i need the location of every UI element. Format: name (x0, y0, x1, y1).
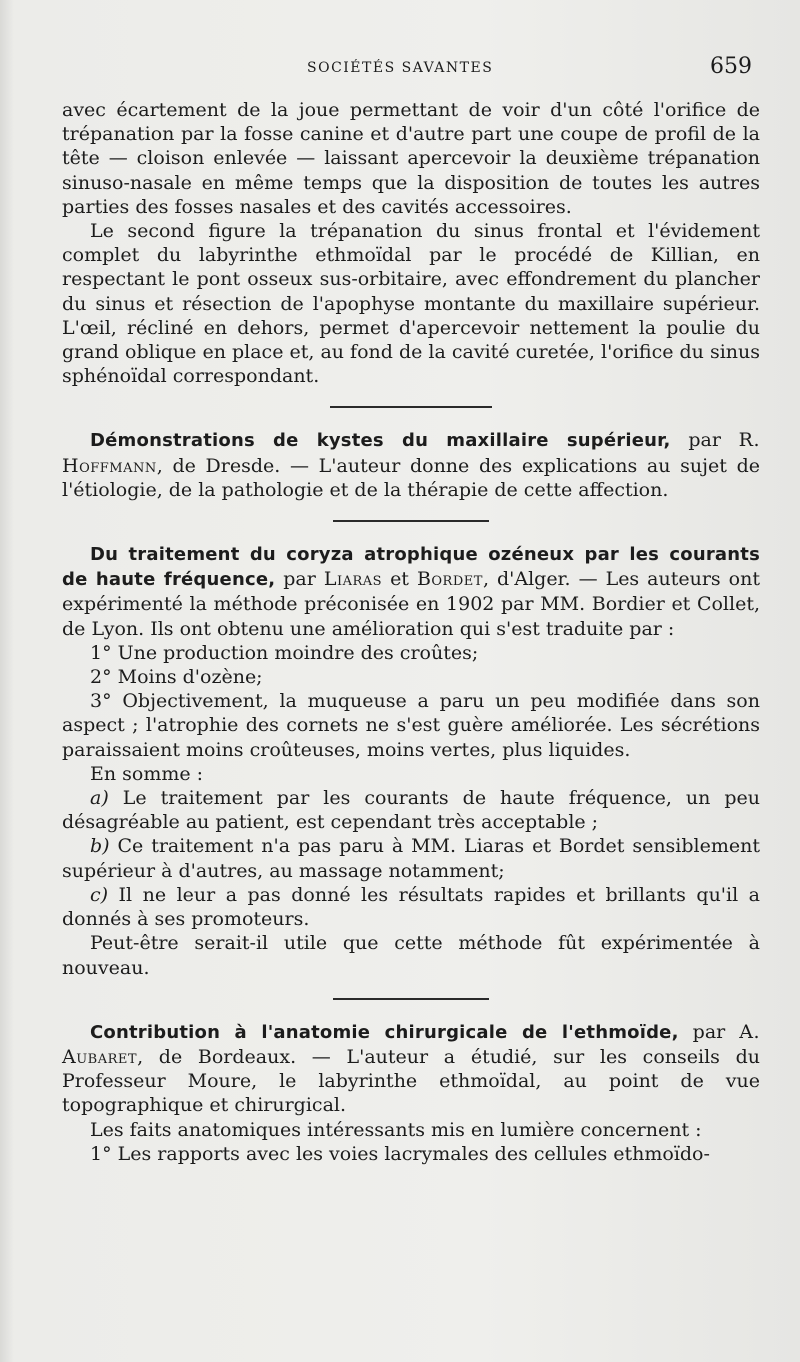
author-name: A. Aubaret (62, 1020, 761, 1068)
section-title: Démonstrations de kystes du maxillaire supérieur, (90, 430, 671, 452)
conclusion-point (62, 883, 760, 931)
author-name: R. Hoffmann (62, 429, 761, 477)
section-title: Du traitement du coryza atrophique ozéneux par les courants de haute fréquence, (62, 544, 760, 591)
point-letter: a) (90, 787, 109, 810)
list-item: 3° Objectivement, la muqueuse a paru un peu modifiée dans son aspect ; l'atrophie des cornets ne s'est guère améliorée. Les sécrétions paraissaient moins croûteuses, moins vertes, plus liquides. (62, 690, 760, 761)
point-letter: c) (90, 883, 109, 906)
closing-paragraph: Peut-être serait-il utile que cette méthode fût expérimentée à nouveau. (62, 932, 760, 979)
list-item: 1° Une production moindre des croûtes; (90, 641, 479, 664)
running-title: SOCIÉTÉS SAVANTES (307, 60, 494, 76)
page-body (62, 98, 760, 1166)
page-header (62, 54, 752, 84)
section-kystes (62, 428, 760, 502)
section-text: , d'Alger. — Les auteurs ont expérimenté la méthode préconisée en 1902 par MM. Bordier et Collet, de Lyon. Ils ont obtenu une amélioration qui s'est traduite par : (62, 568, 760, 640)
findings-paragraph: Les faits anatomiques intéressants mis en lumière concernent : (90, 1118, 702, 1141)
point-text: Le traitement par les courants de haute fréquence, un peu désagréable au patient, est cependant très acceptable ; (62, 787, 760, 834)
section-divider (333, 520, 489, 522)
conclusion-point (62, 834, 760, 882)
conclusion-point (62, 786, 760, 834)
section-divider (333, 998, 489, 1000)
point-text: Il ne leur a pas donné les résultats rapides et brillants qu'il a donnés à ses promoteurs. (62, 883, 760, 931)
list-item: 1° Les rapports avec les voies lacrymales des cellules ethmoïdo- (90, 1142, 710, 1165)
continuation-paragraph: avec écartement de la joue permettant de voir d'un côté l'orifice de trépanation par la fosse canine et d'autre part une coupe de profil de la tête — cloison enlevée — laissant apercevoir la deuxième trépanation sinuso-nasale en même temps que la disposition de toutes les autres parties des fosses nasales et des cavités accessoires. (62, 99, 760, 218)
summary-line: En somme : (90, 762, 204, 785)
second-figure-paragraph: Le second figure la trépanation du sinus frontal et l'évidement complet du labyrinthe ethmoïdal par le procédé de Killian, en respectant le pont osseux sus-orbitaire, avec effondrement du plancher du sinus et résection de l'apophyse montante du maxillaire supérieur. L'œil, récliné en dehors, permet d'apercevoir nettement la poulie du grand oblique en place et, au fond de la cavité curetée, l'orifice du sinus sphénoïdal correspondant. (62, 220, 760, 388)
page-number: 659 (710, 54, 752, 79)
by-word: par (275, 568, 324, 591)
section-ethmoide (62, 1020, 760, 1118)
by-word: par (678, 1020, 740, 1043)
author-name: Liaras (323, 568, 383, 591)
section-title: Contribution à l'anatomie chirurgicale de l'ethmoïde, (90, 1021, 679, 1043)
point-text: Ce traitement n'a pas paru à MM. Liaras et Bordet sensiblement supérieur à d'autres, au massage notamment; (62, 835, 760, 882)
section-divider (330, 406, 492, 408)
by-word: par (670, 429, 739, 452)
section-text: , de Bordeaux. — L'auteur a étudié, sur les conseils du Professeur Moure, le labyrinthe ethmoïdal, au point de vue topographique et chirurgical. (62, 1045, 760, 1117)
section-text: , de Dresde. — L'auteur donne des explications au sujet de l'étiologie, de la pathologie et de la thérapie de cette affection. (62, 454, 760, 501)
section-coryza (62, 542, 760, 641)
and-word: et (382, 568, 417, 591)
author-name: Bordet (416, 568, 483, 591)
list-item: 2° Moins d'ozène; (90, 666, 263, 689)
point-letter: b) (90, 835, 110, 858)
